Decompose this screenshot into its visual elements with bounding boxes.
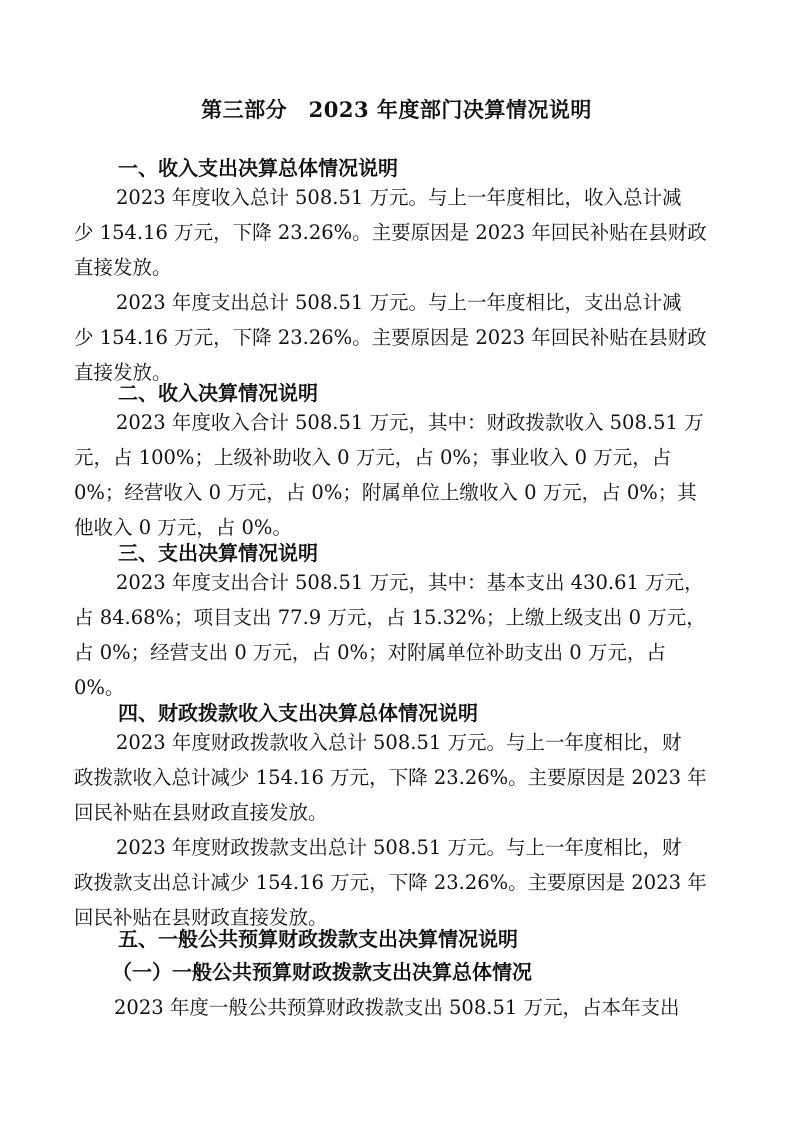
- section-5-1-heading: （一）一般公共预算财政拨款支出决算总体情况: [112, 960, 532, 984]
- paragraph-line: 回民补贴在县财政直接发放。: [74, 801, 328, 824]
- paragraph-line: 他收入 0 万元，占 0%。: [74, 516, 292, 539]
- paragraph-line: 2023 年度收入合计 508.51 万元，其中：财政拨款收入 508.51 万: [116, 411, 704, 434]
- paragraph-line: 占 84.68%；项目支出 77.9 万元，占 15.32%；上缴上级支出 0 万元，: [74, 606, 706, 629]
- paragraph-line: 2023 年度一般公共预算财政拨款支出 508.51 万元，占本年支出: [114, 996, 680, 1019]
- section-5-heading: 五、一般公共预算财政拨款支出决算情况说明: [118, 927, 518, 951]
- paragraph-line: 2023 年度财政拨款支出总计 508.51 万元。与上一年度相比，财: [116, 836, 682, 859]
- paragraph-line: 政拨款收入总计减少 154.16 万元，下降 23.26%。主要原因是 2023 年: [74, 766, 707, 789]
- paragraph-line: 占 0%；经营支出 0 万元，占 0%；对附属单位补助支出 0 万元，占: [74, 641, 666, 664]
- paragraph-line: 0%。: [74, 676, 125, 699]
- paragraph-line: 直接发放。: [74, 256, 172, 279]
- paragraph-line: 少 154.16 万元，下降 23.26%。主要原因是 2023 年回民补贴在县财政: [74, 221, 707, 244]
- section-2-heading: 二、收入决算情况说明: [118, 381, 318, 405]
- paragraph-line: 2023 年度收入总计 508.51 万元。与上一年度相比，收入总计减: [116, 186, 682, 209]
- paragraph-line: 元，占 100%；上级补助收入 0 万元，占 0%；事业收入 0 万元，占: [74, 446, 672, 469]
- paragraph-line: 0%；经营收入 0 万元，占 0%；附属单位上缴收入 0 万元，占 0%；其: [74, 481, 697, 504]
- paragraph-line: 直接发放。: [74, 361, 172, 384]
- page-title: 第三部分 2023 年度部门决算情况说明: [201, 97, 592, 122]
- paragraph-line: 2023 年度财政拨款收入总计 508.51 万元。与上一年度相比，财: [116, 731, 682, 754]
- section-4-heading: 四、财政拨款收入支出决算总体情况说明: [118, 701, 478, 725]
- section-3-heading: 三、支出决算情况说明: [118, 541, 318, 565]
- paragraph-line: 2023 年度支出总计 508.51 万元。与上一年度相比，支出总计减: [116, 291, 682, 314]
- paragraph-line: 2023 年度支出合计 508.51 万元，其中：基本支出 430.61 万元，: [116, 571, 704, 594]
- paragraph-line: 回民补贴在县财政直接发放。: [74, 906, 328, 929]
- paragraph-line: 少 154.16 万元，下降 23.26%。主要原因是 2023 年回民补贴在县财政: [74, 326, 707, 349]
- paragraph-line: 政拨款支出总计减少 154.16 万元，下降 23.26%。主要原因是 2023 年: [74, 871, 707, 894]
- section-1-heading: 一、收入支出决算总体情况说明: [118, 156, 398, 180]
